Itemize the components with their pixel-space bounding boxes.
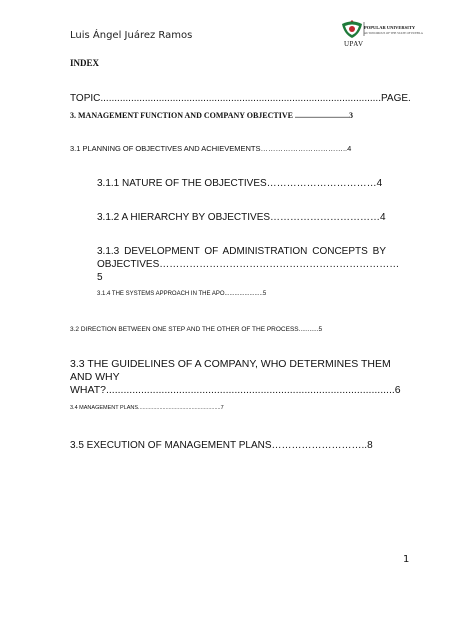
toc-entry: 3.5 EXECUTION OF MANAGEMENT PLANS………………………..8 xyxy=(70,440,373,451)
crest-icon xyxy=(342,20,362,38)
toc-entry: 3.1.1 NATURE OF THE OBJECTIVES……………………………4 xyxy=(97,178,383,189)
logo-subtitle: AUTONOMOUS OF THE STATE OF PUEBLA xyxy=(364,31,423,35)
toc-header-line: TOPIC.....................................................................................................PAGE. xyxy=(70,93,411,104)
toc-entry: 3.2 DIRECTION BETWEEN ONE STEP AND THE OTHER OF THE PROCESS...........5 xyxy=(70,326,323,333)
toc-entry: 3.1 PLANNING OF OBJECTIVES AND ACHIEVEMENTS……………………………..4 xyxy=(70,144,352,153)
toc-entry: 3.1.3 DEVELOPMENT OF ADMINISTRATION CONCEPTS BY OBJECTIVES………………………………………………………………5 xyxy=(97,246,400,283)
index-title: INDEX xyxy=(70,58,100,68)
university-logo xyxy=(330,16,440,56)
author-name: Luis Ángel Juárez Ramos xyxy=(70,30,193,41)
toc-entry: 3.1.4 THE SYSTEMS APPROACH IN THE APO.......................5 xyxy=(97,291,267,297)
logo-title: POPULAR UNIVERSITY xyxy=(364,25,416,30)
page-number: 1 xyxy=(403,554,410,565)
toc-entry: 3.1.2 A HIERARCHY BY OBJECTIVES……………………………4 xyxy=(97,212,386,223)
toc-entry: 3. MANAGEMENT FUNCTION AND COMPANY OBJECTIVE ...........................3 xyxy=(70,111,353,120)
logo-caption: UPAV xyxy=(344,40,364,48)
toc-entry: 3.4 MANAGEMENT PLANS......................................................7 xyxy=(70,405,224,411)
toc-entry: 3.3 THE GUIDELINES OF A COMPANY, WHO DETERMINES THEM AND WHY WHAT?...................................................................................................6 xyxy=(70,358,401,396)
